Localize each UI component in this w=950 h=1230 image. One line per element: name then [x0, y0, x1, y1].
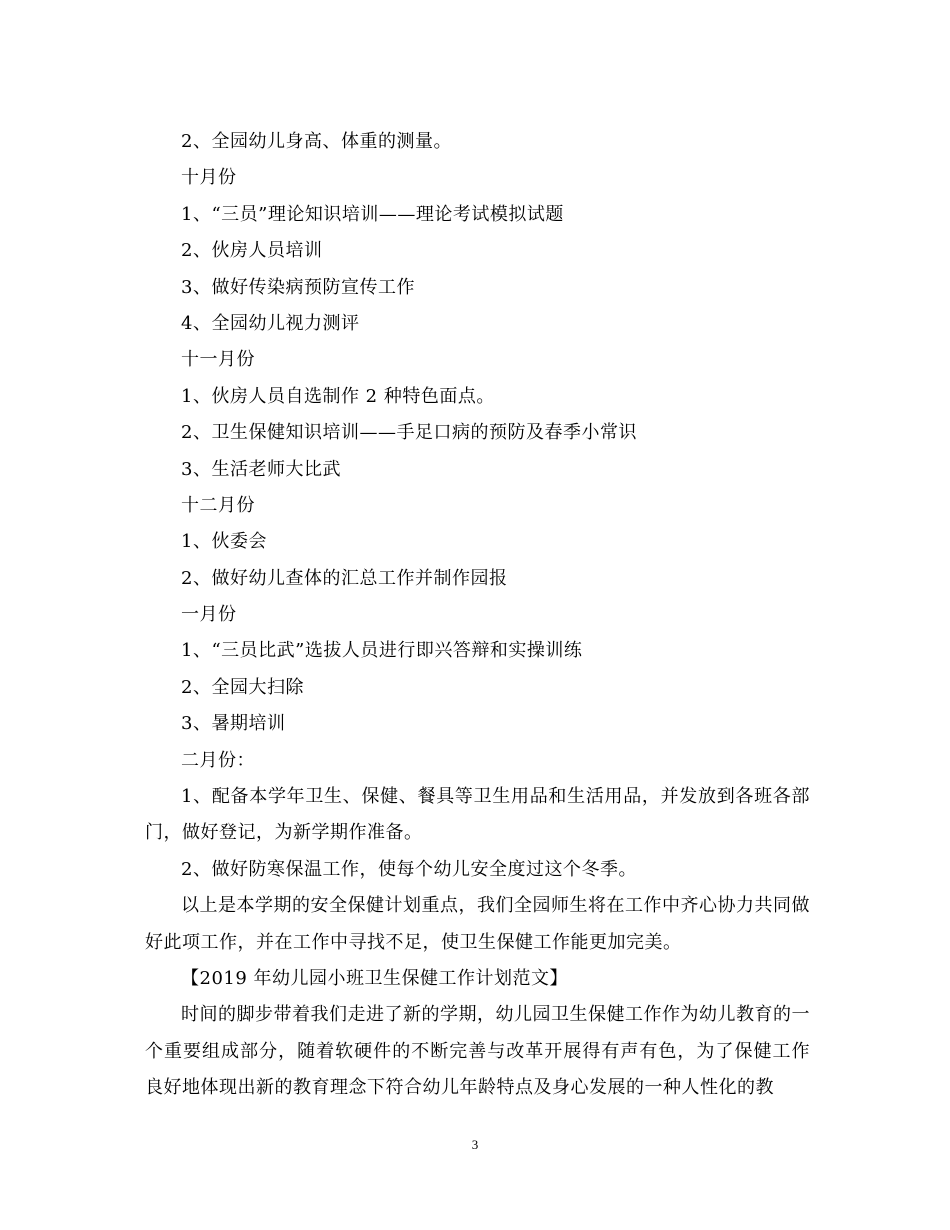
section-heading-december: 十二月份: [181, 494, 255, 516]
article-title: 【2019 年幼儿园小班卫生保健工作计划范文】: [181, 968, 569, 990]
paragraph: 2、做好防寒保温工作，使每个幼儿安全度过这个冬季。: [181, 858, 637, 880]
section-heading-october: 十月份: [181, 167, 237, 189]
section-heading-november: 十一月份: [181, 349, 255, 371]
text-line: 3、做好传染病预防宣传工作: [181, 276, 415, 298]
paragraph: 以上是本学期的安全保健计划重点，我们全园师生将在工作中齐心协力共同做好此项工作，并在工作中寻找不足，使卫生保健工作能更加完美。: [145, 895, 810, 953]
text-line: 2、卫生保健知识培训——手足口病的预防及春季小常识: [181, 422, 637, 444]
section-heading-february: 二月份：: [181, 749, 255, 771]
text-line: 2、全园大扫除: [181, 676, 304, 698]
paragraph: 时间的脚步带着我们走进了新的学期，幼儿园卫生保健工作作为幼儿教育的一个重要组成部分，随着软硬件的不断完善与改革开展得有声有色，为了保健工作良好地体现出新的教育理念下符合幼儿年龄特点及身心发展的一种人性化的教: [145, 1004, 810, 1099]
text-line: 1、伙房人员自选制作 2 种特色面点。: [181, 385, 495, 407]
text-line: 1、伙委会: [181, 531, 267, 553]
text-line: 1、“三员”理论知识培训——理论考试模拟试题: [181, 203, 564, 225]
paragraph: 1、配备本学年卫生、保健、餐具等卫生用品和生活用品，并发放到各班各部门，做好登记，为新学期作准备。: [145, 786, 810, 844]
text-line: 3、生活老师大比武: [181, 458, 341, 480]
text-line: 1、“三员比武”选拔人员进行即兴答辩和实操训练: [181, 640, 583, 662]
text-line: 4、全园幼儿视力测评: [181, 312, 360, 334]
text-line: 2、全园幼儿身高、体重的测量。: [181, 131, 452, 152]
text-line: 3、暑期培训: [181, 713, 286, 735]
document-body: [145, 124, 810, 1107]
text-line: 2、做好幼儿查体的汇总工作并制作园报: [181, 567, 508, 589]
page-number: 3: [471, 1137, 479, 1152]
section-heading-january: 一月份: [181, 604, 237, 626]
text-line: 2、伙房人员培训: [181, 240, 323, 262]
